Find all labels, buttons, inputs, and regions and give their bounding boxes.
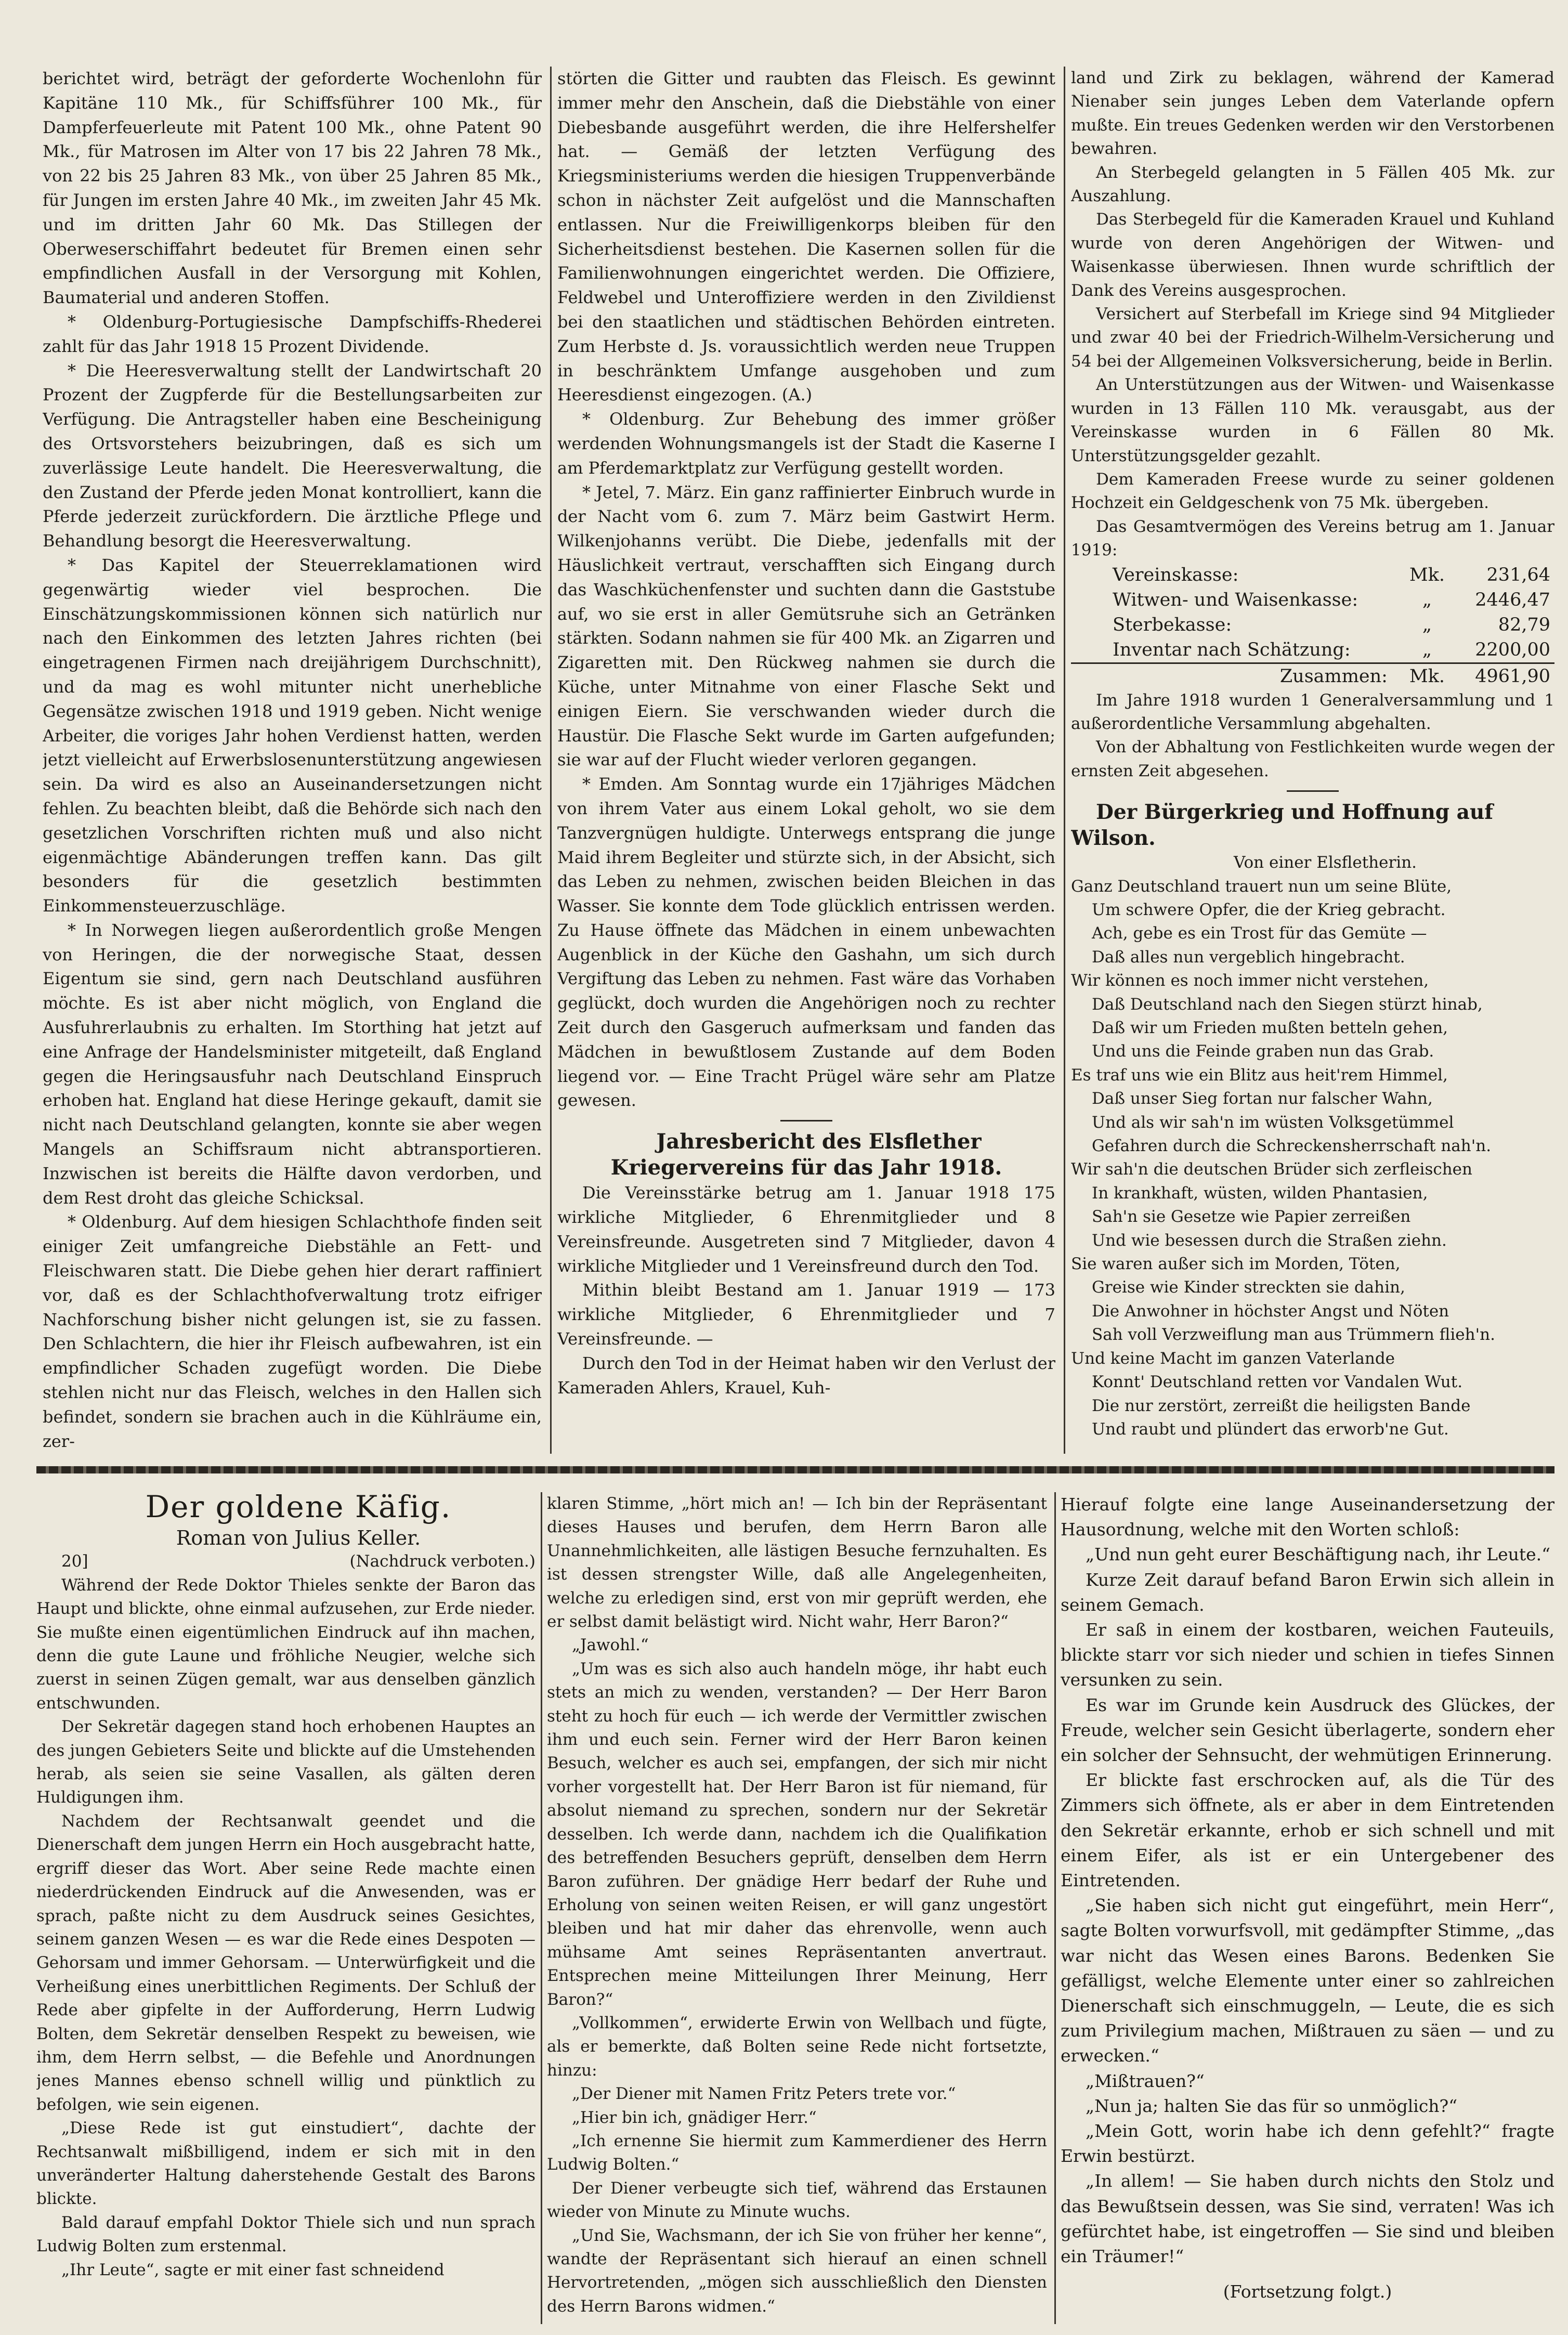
asset-row: [1071, 563, 1554, 588]
asset-currency: „: [1422, 614, 1432, 635]
asset-currency: „: [1422, 589, 1432, 610]
novel-paragraph: „Mein Gott, worin habe ich denn gefehlt?“ fragte Erwin bestürzt.: [1061, 2121, 1554, 2167]
novel-paragraph: „Hier bin ich, gnädiger Herr.“: [572, 2108, 817, 2127]
asset-label: Inventar nach Schätzung:: [1113, 639, 1351, 660]
separator-rule: [1287, 790, 1339, 792]
installment-number: 20]: [61, 1552, 88, 1571]
novel-paragraph: „Und nun geht eurer Beschäftigung nach, ihr Leute.“: [1086, 1544, 1550, 1565]
total-label: Zusammen:: [1071, 663, 1392, 689]
report-paragraph: Das Sterbegeld für die Kameraden Krauel und Kuhland wurde von deren Angehörigen der Witwen- und Waisenkasse überwiesen. Ihnen wurde schriftlich der Dank des Vereins ausgesprochen.: [1071, 210, 1554, 300]
novel-paragraph: „Vollkommen“, erwiderte Erwin von Wellbach und fügte, als er bemerkte, daß Bolten seine Rede nicht fortsetzte, hinzu:: [547, 2013, 1047, 2080]
news-paragraph: * In Norwegen liegen außerordentlich große Mengen von Heringen, die der norwegische Staat, dessen Eigentum sie sind, gern nach Deutschland ausführen möchte. Es ist aber nicht möglich, von England die Ausfuhrerlaubnis zu erhalten. Im Storthing hat jetzt auf eine Anfrage der Handelsminister mitgeteilt, daß England gegen die Heringsausfuhr nach Deutschland Einspruch erhoben hat. England hat diese Heringe gekauft, damit sie nicht nach Deutschland gelangten, konnte sie aber wegen Mangels an Schiffsraum nicht abtransportieren. Inzwischen ist bereits die Hälfte davon verdorben, und dem Rest droht das gleiche Schicksal.: [43, 920, 542, 1208]
poem-line: Daß wir um Frieden mußten betteln gehen,: [1092, 1019, 1448, 1037]
asset-row: [1071, 588, 1554, 612]
novel-paragraph: Der Diener verbeugte sich tief, während das Erstaunen wieder von Minute zu Minute wuchs.: [547, 2179, 1047, 2222]
novel-paragraph: Er blickte fast erschrocken auf, als die Tür des Zimmers sich öffnete, als er aber in dem Eintretenden den Sekretär erkannte, erhob er sich schnell und mit einem Eifer, als ist er ein Untergebener des Eintretenden.: [1061, 1770, 1554, 1891]
asset-total-row: [1071, 663, 1554, 689]
column-rule: [550, 67, 552, 1454]
poem-line: Die Anwohner in höchster Angst und Nöten: [1092, 1301, 1449, 1321]
poem-line: Und keine Macht im ganzen Vaterlande: [1071, 1349, 1395, 1368]
total-currency: Mk.: [1392, 663, 1462, 689]
column-rule: [541, 1492, 542, 2324]
poem-line: Und raubt und plündert das erworb'ne Gut.: [1092, 1419, 1449, 1439]
asset-row: [1071, 612, 1554, 637]
news-column-2: [557, 67, 1055, 1454]
report-paragraph: Mithin bleibt Bestand am 1. Januar 1919 — 173 wirkliche Mitglieder, 6 Ehrenmitglieder und 7 Vereinsfreunde. —: [557, 1280, 1055, 1349]
news-paragraph: störten die Gitter und raubten das Fleisch. Es gewinnt immer mehr den Anschein, daß die Diebstähle von einer Diebesbande ausgeführt werden, die ihre Helfershelfer hat. — Gemäß der letzten Verfügung des Kriegsministeriums werden die hiesigen Truppenverbände schon in nächster Zeit aufgelöst und die Mannschaften entlassen. Nur die Freiwilligenkorps bleiben für den Sicherheitsdienst bestehen. Die Kasernen sollen für die Familienwohnungen eingerichtet werden. Die Offiziere, Feldwebel und Unteroffiziere werden in den Zivildienst bei den staatlichen und städtischen Behörden eintreten. Zum Herbste d. Js. voraussichtlich werden neue Truppen in beschränktem Umfange ausgehoben und zum Heeresdienst eingezogen. (A.): [557, 69, 1055, 405]
novel-paragraph: „Diese Rede ist gut einstudiert“, dachte der Rechtsanwalt mißbilligend, indem er sich mit in den unveränderter Haltung daherstehende Gestalt des Barons blickte.: [36, 2119, 535, 2209]
report-paragraph: land und Zirk zu beklagen, während der Kamerad Nienaber sein junges Leben dem Vaterlande opfern mußte. Ein treues Gedenken werden wir den Verstorbenen bewahren.: [1071, 69, 1554, 159]
news-column-1: [43, 67, 542, 1454]
poem-line: In krankhaft, wüsten, wilden Phantasien,: [1092, 1183, 1428, 1203]
poem-line: Daß unser Sieg fortan nur falscher Wahn,: [1092, 1089, 1433, 1108]
column-rule: [1054, 1492, 1056, 2324]
news-paragraph: * Die Heeresverwaltung stellt der Landwirtschaft 20 Prozent der Zugpferde für die Bestellungsarbeiten zur Verfügung. Die Antragsteller haben eine Bescheinigung des Ortsvorstehers beizubringen, daß es sich um zuverlässige Leute handelt. Die Heeresverwaltung, die den Zustand der Pferde jeden Monat kontrolliert, kann die Pferde jederzeit zurückfordern. Die ärztliche Pflege und Behandlung besorgt die Heeresverwaltung.: [43, 360, 542, 551]
poem-line: Gefahren durch die Schreckensherrschaft nah'n.: [1092, 1137, 1492, 1156]
novel-paragraph: Bald darauf empfahl Doktor Thiele sich und nun sprach Ludwig Bolten zum erstenmal.: [36, 2213, 535, 2256]
news-paragraph: * Das Kapitel der Steuerreklamationen wird gegenwärtig wieder viel besprochen. Die Einschätzungskommissionen können sich natürlich nur nach den Einkommen des letzten Jahres richten (bei eingetragenen Firmen nach dreijährigem Durchschnitt), und da mag es wohl mitunter nicht unerhebliche Gegensätze zwischen 1918 und 1919 geben. Nicht wenige Arbeiter, die voriges Jahr hohen Verdienst hatten, werden jetzt vielleicht auf Erwerbslosenunterstützung angewiesen sein. Da wird es also an Auseinandersetzungen nicht fehlen. Zu beachten bleibt, daß die Behörde sich nach den gesetzlichen Vorschriften richten muß und also nicht eigenmächtige Abänderungen treffen kann. Das gilt besonders für die gesetzlich bestimmten Einkommensteuerzuschläge.: [43, 555, 542, 916]
asset-currency: „: [1422, 639, 1432, 660]
column-rule: [1064, 67, 1065, 1454]
poem-line: Daß alles nun vergeblich hingebracht.: [1092, 947, 1405, 967]
news-paragraph: * Oldenburg-Portugiesische Dampfschiffs-Rhederei zahlt für das Jahr 1918 15 Prozent Dividende.: [43, 311, 542, 356]
poem-line: Ganz Deutschland trauert nun um seine Blüte,: [1071, 877, 1452, 896]
poem-line: Um schwere Opfer, die der Krieg gebracht.: [1092, 900, 1446, 919]
novel-paragraph: „Der Diener mit Namen Fritz Peters trete vor.“: [572, 2084, 956, 2104]
novel-column-1: [36, 1487, 535, 2324]
poem-line: Konnt' Deutschland retten vor Vandalen Wut.: [1092, 1373, 1463, 1392]
novel-paragraph: Es war im Grunde kein Ausdruck des Glückes, der Freude, welcher sein Gesicht überlagerte, sondern eher ein solcher der Sehnsucht, der wehmütigen Erinnerung.: [1061, 1694, 1554, 1766]
novel-paragraph: „Und Sie, Wachsmann, der ich Sie von früher her kenne“, wandte der Repräsentant sich hierauf an einen schnell Hervortretenden, „mögen sich ausschließlich den Diensten des Herrn Barons widmen.“: [547, 2226, 1047, 2316]
novel-column-3: [1061, 1492, 1554, 2324]
poem-line: Und uns die Feinde graben nun das Grab.: [1092, 1042, 1434, 1061]
report-paragraph: An Sterbegeld gelangten in 5 Fällen 405 Mk. zur Auszahlung.: [1071, 163, 1554, 206]
novel-paragraph: Während der Rede Doktor Thieles senkte der Baron das Haupt und blickte, ohne einmal aufzusehen, zur Erde nieder. Sie mußte einen eigentümlichen Eindruck auf ihn machen, denn die gute Laune und fröhliche Neugier, welche sich zuerst in seinen Zügen gemalt, war aus denselben gänzlich entschwunden.: [36, 1575, 535, 1713]
novel-paragraph: „Mißtrauen?“: [1086, 2070, 1205, 2091]
poem-title: Der Bürgerkrieg und Hoffnung auf Wilson.: [1071, 800, 1494, 851]
poem-line: Daß Deutschland nach den Siegen stürzt hinab,: [1092, 995, 1483, 1014]
asset-amount: 2200,00: [1475, 639, 1550, 660]
poem-line: Wir sah'n die deutschen Brüder sich zerfleischen: [1071, 1160, 1472, 1179]
poem-line: Greise wie Kinder streckten sie dahin,: [1092, 1278, 1405, 1297]
asset-amount: 82,79: [1498, 614, 1550, 635]
report-paragraph: Das Gesamtvermögen des Vereins betrug am 1. Januar 1919:: [1071, 517, 1554, 560]
news-paragraph: berichtet wird, beträgt der geforderte Wochenlohn für Kapitäne 110 Mk., für Schiffsführer 100 Mk., für Dampferfeuerleute mit Patent 100 Mk., ohne Patent 90 Mk., für Matrosen im Alter von 17 bis 22 Jahren 78 Mk., von 22 bis 25 Jahren 83 Mk., von über 25 Jahren 85 Mk., für Jungen im ersten Jahre 40 Mk., im zweiten Jahr 45 Mk. und im dritten Jahr 60 Mk. Das Stillegen der Oberweserschiffahrt bedeutet für Bremen einen sehr empfindlichen Ausfall in der Versorgung mit Kohlen, Baumaterial und anderen Stoffen.: [43, 69, 542, 308]
poem-line: Sah'n sie Gesetze wie Papier zerreißen: [1092, 1207, 1411, 1227]
report-paragraph: Durch den Tod in der Heimat haben wir den Verlust der Kameraden Ahlers, Krauel, Kuh-: [557, 1353, 1055, 1398]
report-paragraph: Von der Abhaltung von Festlichkeiten wurde wegen der ernsten Zeit abgesehen.: [1071, 738, 1554, 780]
novel-paragraph: „Ihr Leute“, sagte er mit einer fast schneidend: [61, 2260, 445, 2279]
report-paragraph: Im Jahre 1918 wurden 1 Generalversammlung und 1 außerordentliche Versammlung abgehalten.: [1071, 690, 1554, 733]
novel-paragraph: Kurze Zeit darauf befand Baron Erwin sich allein in seinem Gemach.: [1061, 1569, 1554, 1615]
novel-paragraph: „Ich ernenne Sie hiermit zum Kammerdiener des Herrn Ludwig Bolten.“: [547, 2131, 1047, 2174]
reprint-notice: (Nachdruck verboten.): [349, 1552, 535, 1571]
news-paragraph: * Oldenburg. Auf dem hiesigen Schlachthofe finden seit einiger Zeit umfangreiche Diebstähle an Fett- und Fleischwaren statt. Die Diebe gehen hier derart raffiniert vor, daß es der Schlachthofverwaltung trotz eifriger Nachforschung bisher nicht gelungen ist, sie zu fassen. Den Schlachtern, die hier ihr Fleisch aufbewahren, ist ein empfindlicher Schaden zugefügt worden. Die Diebe stehlen nicht nur das Fleisch, welches in den Hallen sich befindet, sondern sie brachen auch in die Kühlräume ein, zer-: [43, 1212, 542, 1451]
poem-line: Sah voll Verzweiflung man aus Trümmern flieh'n.: [1092, 1325, 1495, 1345]
report-paragraph: Versichert auf Sterbefall im Kriege sind 94 Mitglieder und zwar 40 bei der Friedrich-Wilhelm-Versicherung und 54 bei der Allgemeinen Volksversicherung, beide in Berlin.: [1071, 305, 1554, 371]
asset-label: Sterbekasse:: [1113, 614, 1232, 635]
novel-paragraph: Nachdem der Rechtsanwalt geendet und die Dienerschaft dem jungen Herrn ein Hoch ausgebracht hatte, ergriff dieser das Wort. Aber seine Rede machte einen niederdrückenden Eindruck auf die Anwesenden, was er sprach, paßte nicht zu dem Ausdruck seines Gesichtes, seinem ganzen Wesen — es war die Rede eines Despoten — Gehorsam und immer Gehorsam. — Unterwürfigkeit und die Verheißung eines unerbittlichen Regiments. Der Schluß der Rede aber gipfelte in der Aufforderung, Herrn Ludwig Bolten, dem Sekretär denselben Respekt zu beweisen, wie ihm, dem Herrn selbst, — die Befehle und Anordnungen jenes Mannes ebenso schnell willig und pünktlich zu befolgen, wie sein eigenen.: [36, 1811, 535, 2114]
asset-row: [1071, 637, 1554, 663]
novel-paragraph: „Nun ja; halten Sie das für so unmöglich?“: [1086, 2095, 1458, 2116]
asset-label: Witwen- und Waisenkasse:: [1113, 589, 1358, 610]
news-paragraph: * Oldenburg. Zur Behebung des immer größer werdenden Wohnungsmangels ist der Stadt die Kaserne I am Pferdemarktplatz zur Verfügung gestellt worden.: [557, 409, 1055, 478]
report-paragraph: Die Vereinsstärke betrug am 1. Januar 1918 175 wirkliche Mitglieder, 6 Ehrenmitglieder und 8 Vereinsfreunde. Ausgetreten sind 7 Mitglieder, davon 4 wirkliche Mitglieder und 1 Vereinsfreund durch den Tod.: [557, 1183, 1055, 1276]
separator-rule: [780, 1120, 832, 1121]
report-paragraph: An Unterstützungen aus der Witwen- und Waisenkasse wurden in 13 Fällen 110 Mk. verausgabt, aus der Vereinskasse wurden in 6 Fällen 80 Mk. Unterstützungsgelder gezahlt.: [1071, 375, 1554, 465]
poem-line: Die nur zerstört, zerreißt die heiligsten Bande: [1092, 1396, 1471, 1415]
poem-line: Und als wir sah'n im wüsten Volksgetümmel: [1092, 1113, 1454, 1132]
total-amount: 4961,90: [1462, 663, 1554, 689]
asset-amount: 2446,47: [1475, 589, 1550, 610]
novel-paragraph: Er saß in einem der kostbaren, weichen Fauteuils, blickte starr vor sich nieder und schien in tiefes Sinnen versunken zu sein.: [1061, 1620, 1554, 1690]
asset-amount: 231,64: [1486, 564, 1550, 585]
news-column-3: [1071, 67, 1554, 1454]
poem-line: Es traf uns wie ein Blitz aus heit'rem Himmel,: [1071, 1065, 1448, 1085]
poem-byline: Von einer Elsfletherin.: [1233, 853, 1417, 872]
novel-column-2: [547, 1492, 1047, 2324]
report-paragraph: Dem Kameraden Freese wurde zu seiner goldenen Hochzeit ein Geldgeschenk von 75 Mk. übergeben.: [1071, 469, 1554, 513]
novel-paragraph: Hierauf folgte eine lange Auseinandersetzung der Hausordnung, welche mit den Worten schloß:: [1061, 1494, 1554, 1540]
novel-paragraph: Der Sekretär dagegen stand hoch erhobenen Hauptes an des jungen Gebieters Seite und blickte auf die Umstehenden herab, als seien sie seine Vasallen, als gälten deren Huldigungen ihm.: [36, 1717, 535, 1807]
asset-label: Vereinskasse:: [1113, 564, 1239, 585]
novel-byline: Roman von Julius Keller.: [176, 1527, 421, 1549]
novel-meta: [36, 1550, 535, 1573]
assets-table: [1071, 563, 1554, 689]
news-paragraph: * Emden. Am Sonntag wurde ein 17jähriges Mädchen von ihrem Vater aus einem Lokal geholt, wo sie dem Tanzvergnügen huldigte. Unterwegs entsprang die junge Maid ihrem Begleiter und stürzte sich, in der Absicht, sich das Leben zu nehmen, zwischen beiden Bleichen in das Wasser. Sie konnte dem Tode glücklich entrissen werden. Zu Hause öffnete das Mädchen in einem unbewachten Augenblick in der Küche den Gashahn, um sich durch Vergiftung das Leben zu nehmen. Fast wäre das Vorhaben geglückt, doch wurden die Angehörigen noch zu rechter Zeit durch den Gasgeruch aufmerksam und fanden das Mädchen in bewußtlosem Zustande auf dem Boden liegend vor. — Eine Tracht Prügel wäre sehr am Platze gewesen.: [557, 774, 1055, 1111]
novel-paragraph: klaren Stimme, „hört mich an! — Ich bin der Repräsentant dieses Hauses und berufen, dem Herrn Baron alle Unannehmlichkeiten, alle lästigen Besuche fernzuhalten. Es ist dessen strengster Wille, daß alle Angelegenheiten, welche zu erledigen sind, erst von mir geprüft werden, ehe er selbst damit belästigt wird. Nicht wahr, Herr Baron?“: [547, 1494, 1047, 1632]
novel-paragraph: „Um was es sich also auch handeln möge, ihr habt euch stets an mich zu wenden, verstanden? — Der Herr Baron steht zu hoch für euch — ich werde der Vermittler zwischen ihm und euch sein. Ferner wird der Herr Baron keinen Besuch, welcher es auch sei, empfangen, der sich mir nicht vorher vorgestellt hat. Der Herr Baron ist für niemand, für absolut niemand zu sprechen, sondern nur der Sekretär desselben. Ich werde dann, nachdem ich die Qualifikation des betreffenden Besuchers geprüft, denselben dem Herrn Baron zuführen. Der gnädige Herr bedarf der Ruhe und Erholung von seinen weiten Reisen, er will ganz ungestört bleiben und hat mir daher das ehrenvolle, wenn auch mühsame Amt seines Repräsentanten anvertraut. Entsprechen meine Mitteilungen Ihrer Meinung, Herr Baron?“: [547, 1659, 1047, 2009]
novel-paragraph: „Jawohl.“: [572, 1636, 649, 1655]
novel-paragraph: „Sie haben sich nicht gut eingeführt, mein Herr“, sagte Bolten vorwurfsvoll, mit gedämpfter Stimme, „das war nicht das Wesen eines Barons. Bedenken Sie gefälligst, welche Elemente unter einer so zahlreichen Dienerschaft sich einschmuggeln, — Leute, die es sich zum Privilegium machen, Mißtrauen zu säen — und zu erwecken.“: [1061, 1895, 1554, 2066]
continued-notice: (Fortsetzung folgt.): [1223, 2281, 1392, 2302]
poem-line: Wir können es noch immer nicht verstehen,: [1071, 971, 1429, 990]
asset-currency: Mk.: [1409, 564, 1445, 585]
report-title: Jahresbericht des Elsflether Kriegervereins für das Jahr 1918.: [610, 1129, 1002, 1180]
section-divider: [36, 1466, 1554, 1473]
news-paragraph: * Jetel, 7. März. Ein ganz raffinierter Einbruch wurde in der Nacht vom 6. zum 7. März beim Gastwirt Herm. Wilkenjohanns verübt. Die Diebe, jedenfalls mit der Häuslichkeit vertraut, verschafften sich Eingang durch das Waschküchenfenster und suchten dann die Gaststube auf, wo sie erst in aller Gemütsruhe sich an Getränken stärkten. Sodann nahmen sie für 400 Mk. an Zigarren und Zigaretten mit. Den Rückweg nahmen sie durch die Küche, unter Mitnahme von einer Flasche Sekt und einigen Eiern. Sie verschwanden wieder durch die Haustür. Die Flasche Sekt wurde im Garten aufgefunden; sie war auf der Flucht wieder verloren gegangen.: [557, 482, 1055, 770]
poem-line: Sie waren außer sich im Morden, Töten,: [1071, 1255, 1401, 1274]
novel-paragraph: „In allem! — Sie haben durch nichts den Stolz und das Bewußtsein dessen, was Sie sind, verraten! Was ich gefürchtet habe, ist eingetroffen — Sie sind und bleiben ein Träumer!“: [1061, 2171, 1554, 2267]
poem-line: Ach, gebe es ein Trost für das Gemüte —: [1092, 924, 1427, 943]
novel-title: Der goldene Käfig.: [145, 1489, 452, 1524]
poem-line: Und wie besessen durch die Straßen ziehn.: [1092, 1231, 1447, 1250]
